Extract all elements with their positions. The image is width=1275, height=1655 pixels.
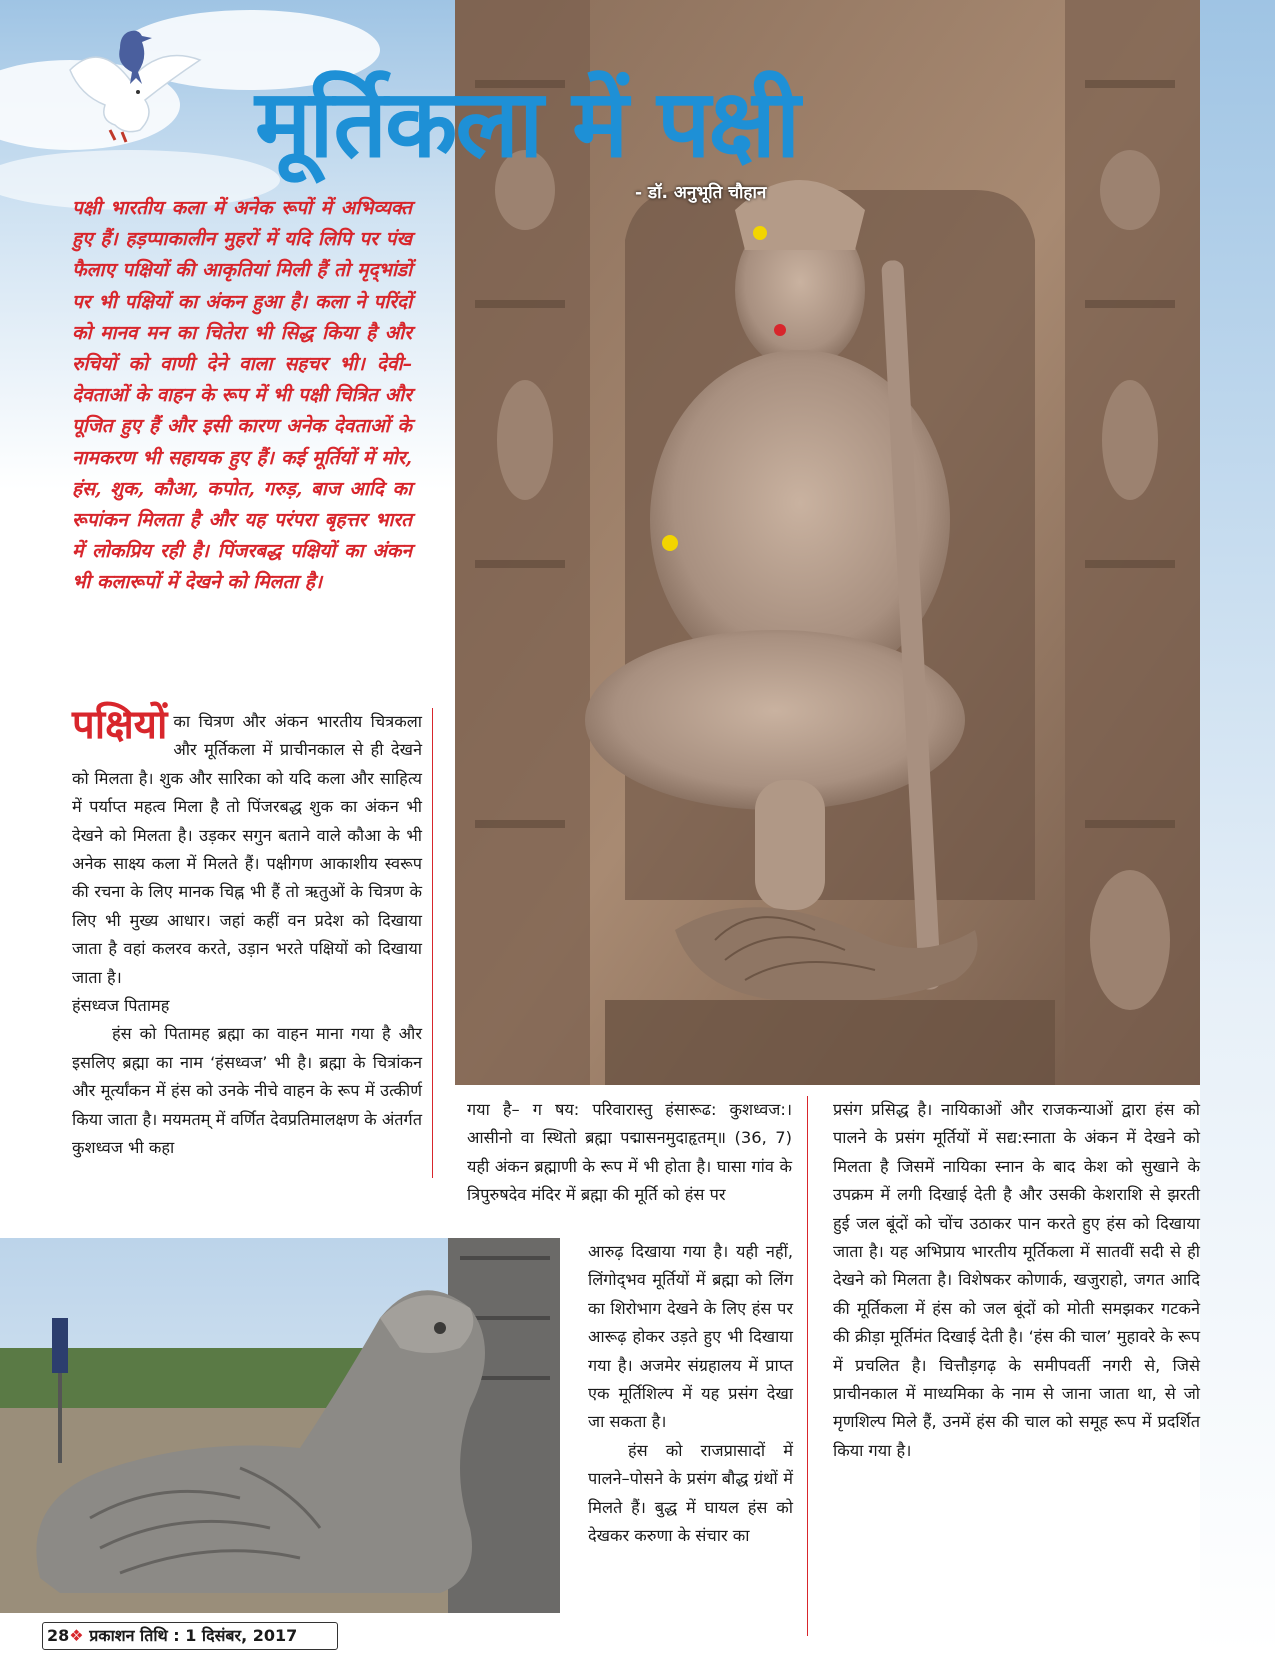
paragraph: हंस को राजप्रासादों में पालने–पोसने के प्रसंग बौद्ध ग्रंथों में मिलते हैं। बुद्ध में घायल हंस को देखकर करुणा के संचार का xyxy=(588,1440,793,1546)
paragraph: आरुढ़ दिखाया गया है। यही नहीं, लिंगोद्‌भव मूर्तियों में ब्रह्मा को लिंग का शिरोभाग देखने के लिए हंस पर आरूढ़ होकर उड़ते हुए भी दिखाया गया है। अजमेर संग्रहालय में प्राप्त एक मूर्तिशिल्प में यह प्रसंग देखा जा सकता है। xyxy=(588,1242,793,1432)
text-column-2 xyxy=(467,1096,792,1210)
text-column-3 xyxy=(833,1096,1200,1465)
column-rule xyxy=(432,708,433,1178)
publication-date: प्रकाशन तिथि : 1 दिसंबर, 2017 xyxy=(89,1626,298,1645)
paragraph: का चित्रण और अंकन भारतीय चित्रकला और मूर्तिकला में प्राचीनकाल से ही देखने को मिलता है। शुक और सारिका को यदि कला और साहित्य में पर्याप्त महत्व मिला है तो पिंजरबद्ध शुक का अंकन भी देखने को मिलता है। उड़कर सगुन बताने वाले कौआ के भी अनेक साक्ष्य कला में मिलते हैं। पक्षीगण आकाशीय स्वरूप की रचना के लिए मानक चिह्न भी हैं तो ऋतुओं के चित्रण के लिए भी मुख्य आधार। जहां कहीं वन प्रदेश को दिखाया जाता है वहां कलरव करते, उड़ान भरते पक्षियों को दिखाया जाता है। xyxy=(72,712,422,987)
bird-silhouette-icon xyxy=(108,28,156,86)
intro-paragraph: पक्षी भारतीय कला में अनेक रूपों में अभिव्यक्त हुए हैं। हड़प्पाकालीन मुहरों में यदि लिपि पर पंख फैलाए पक्षियों की आकृतियां मिली हैं तो मृद्‌भांडों पर भी पक्षियों का अंकन हुआ है। कला ने परिंदों को मानव मन का चितेरा भी सिद्ध किया है और रुचियों को वाणी देने वाला सहचर भी। देवी–देवताओं के वाहन के रूप में भी पक्षी चित्रित और पूजित हुए हैं और इसी कारण अनेक देवताओं के नामकरण भी सहायक हुए हैं। कई मूर्तियों में मोर, हंस, शुक, कौआ, कपोत, गरुड़, बाज आदि का रूपांकन मिलता है और यह परंपरा बृहत्तर भारत में लोकप्रिय रही है। पिंजरबद्ध पक्षियों का अंकन भी कलारूपों में देखने को मिलता है। xyxy=(72,197,412,594)
page-footer xyxy=(42,1622,338,1650)
sky-background-right xyxy=(1200,0,1275,1655)
paragraph: गया है– ग षय: परिवारास्तु हंसारूढ: कुशध्वज:। आसीनो वा स्थितो ब्रह्मा पद्मासनमुदाहृतम्‌॥ (36, 7) यही अंकन ब्रह्माणी के रूप में भी होता है। घासा गांव के त्रिपुरुषदेव मंदिर में ब्रह्मा की मूर्ति को हंस पर xyxy=(467,1100,792,1205)
paragraph: हंस को पितामह ब्रह्मा का वाहन माना गया है और इसलिए ब्रह्मा का नाम ‘हंसध्वज’ भी है। ब्रह्मा के चित्रांकन और मूर्त्यांकन में हंस को उनके नीचे वाहन के रूप में उत्कीर्ण किया जाता है। मयमतम्‌ में वर्णित देवप्रतिमालक्षण के अंतर्गत कुशध्वज भी कहा xyxy=(72,1024,422,1158)
author-byline: - डॉ. अनुभूति चौहान xyxy=(635,183,767,203)
text-column-1 xyxy=(72,702,422,1163)
swan-sculpture-photo xyxy=(0,1238,560,1613)
paragraph: प्रसंग प्रसिद्ध है। नायिकाओं और राजकन्याओं द्वारा हंस को पालने के प्रसंग मूर्तियों में सद्य:स्नाता के अंकन में देखने को मिलता है जिसमें नायिका स्नान के बाद केश को सुखाने के उपक्रम में लगी दिखाई देती है और उसकी केशराशि से झरती हुई जल बूंदों को चोंच उठाकर पान करते हुए हंस को दिखाया जाता है। यह अभिप्राय भारतीय मूर्तिकला में सातवीं सदी से ही देखने को मिलता है। विशेषकर कोणार्क, खजुराहो, जगत आदि की मूर्तिकला में हंस को जल बूंदों को मोती समझकर गटकने की क्रीड़ा मूर्तिमंत दिखाई देती है। ‘हंस की चाल’ मुहावरे के रूप में प्रचलित है। चित्तौड़गढ़ के समीपवर्ती नगरी से, जिसे प्राचीनकाल में माध्यमिका के नाम से जाना जाता था, से जो मृणशिल्प मिले हैं, उनमें हंस की चाल को समूह रूप में प्रदर्शित किया गया है। xyxy=(833,1100,1200,1460)
page-number: 28 xyxy=(47,1626,70,1645)
ornament-icon: ❖ xyxy=(69,1626,84,1645)
page-title: मूर्तिकला में पक्षी xyxy=(255,70,799,179)
column-rule xyxy=(807,1096,808,1636)
subheading: हंसध्वज पितामह xyxy=(72,996,170,1016)
text-column-2-continued xyxy=(588,1238,793,1550)
drop-word: पक्षियों xyxy=(72,702,168,748)
